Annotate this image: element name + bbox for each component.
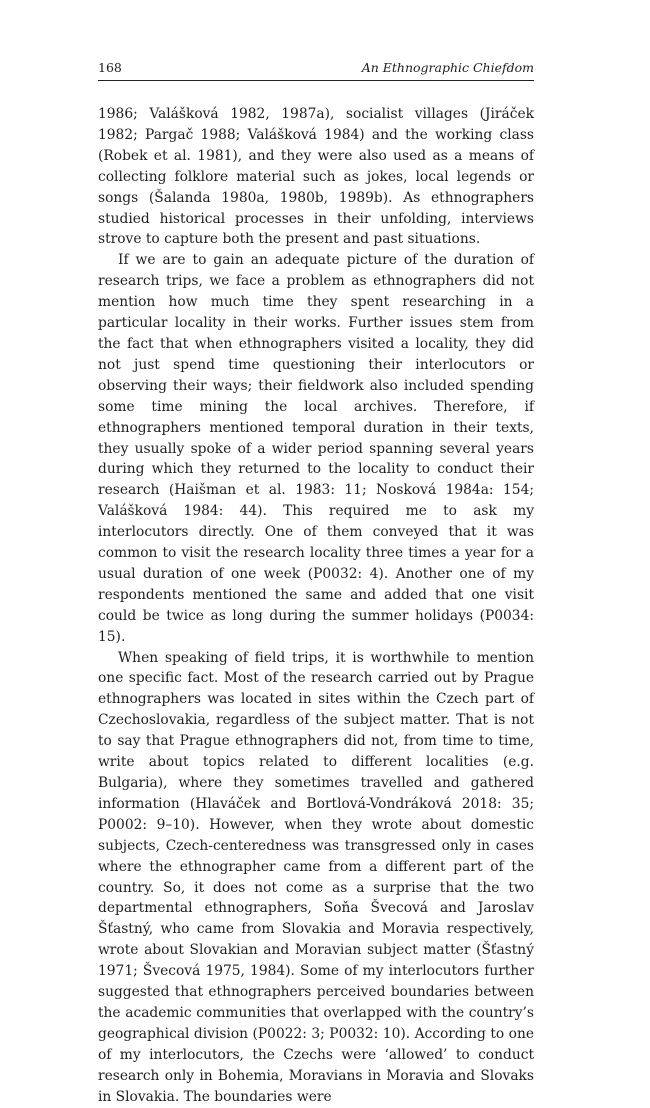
paragraph-2: If we are to gain an adequate picture of the duration of research trips, we face a problem as ethnographers did not mention how much time they spent researching in a particular locality in their works. Further issues stem from the fact that when ethnographers visited a locality, they did not just spend time questioning their interlocutors or observing their ways; their fieldwork also included spending some time mining the local archives. Therefore, if ethnographers mentioned temporal duration in their texts, they usually spoke of a wider period spanning several years during which they returned to the locality to conduct their research (Haišman et al. 1983: 11; Nosková 1984a: 154; Valášková 1984: 44). This required me to ask my interlocutors directly. One of them conveyed that it was common to visit the research locality three times a year for a usual duration of one week (P0032: 4). Another one of my respondents mentioned the same and added that one visit could be twice as long during the summer holidays (P0034: 15). [98, 252, 534, 645]
paragraph-1: 1986; Valášková 1982, 1987a), socialist villages (Jiráček 1982; Pargač 1988; Valášková 1984) and the working class (Robek et al. 1981), and they were also used as a means of collecting folklore material such as jokes, local legends or songs (Šalanda 1980a, 1980b, 1989b). As ethnographers studied historical processes in their unfolding, interviews strove to capture both the present and past situations. [98, 106, 534, 248]
body-text [98, 104, 534, 1108]
running-header [98, 60, 534, 81]
running-title: An Ethnographic Chiefdom [361, 60, 534, 75]
paragraph-3: When speaking of field trips, it is worthwhile to mention one specific fact. Most of the research carried out by Prague ethnographers was located in sites within the Czech part of Czechoslovakia, regardless of the subject matter. That is not to say that Prague ethnographers did not, from time to time, write about topics related to different localities (e.g. Bulgaria), where they sometimes travelled and gathered information (Hlaváček and Bortlová-Vondráková 2018: 35; P0002: 9–10). However, when they wrote about domestic subjects, Czech-centeredness was transgressed only in cases where the ethnographer came from a different part of the country. So, it does not come as a surprise that the two departmental ethnographers, Soňa Švecová and Jaroslav Šťastný, who came from Slovakia and Moravia respectively, wrote about Slovakian and Moravian subject matter (Šťastný 1971; Švecová 1975, 1984). Some of my interlocutors further suggested that ethnographers perceived boundaries between the academic communities that overlapped with the country’s geographical division (P0022: 3; P0032: 10). According to one of my interlocutors, the Czechs were ‘allowed’ to conduct research only in Bohemia, Moravians in Moravia and Slovaks in Slovakia. The boundaries were [98, 649, 534, 1105]
page-number: 168 [98, 60, 122, 75]
